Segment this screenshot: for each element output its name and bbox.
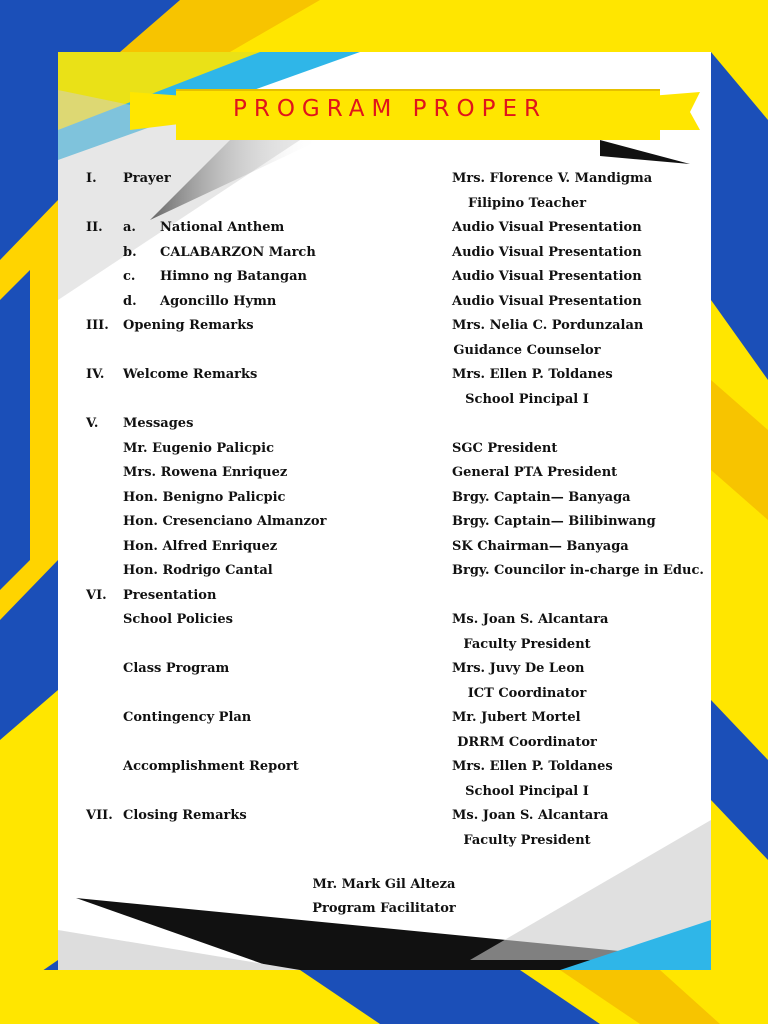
item-presenter: Audio Visual Presentation xyxy=(452,269,642,284)
item-presenter: Brgy. Councilor in-charge in Educ. xyxy=(452,563,704,578)
item-presenter: Audio Visual Presentation xyxy=(452,244,642,260)
item-presenter-role: School Pincipal I xyxy=(465,783,589,799)
item-presenter: Mrs. Nelia C. Pordunzalan xyxy=(452,318,644,333)
item-number: II. xyxy=(86,220,103,235)
item-label: Hon. Cresenciano Almanzor xyxy=(123,514,327,529)
item-label: Class Program xyxy=(123,661,230,676)
item-presenter: Mrs. Ellen P. Toldanes xyxy=(452,759,613,774)
item-sub-letter: b. xyxy=(123,244,137,260)
item-presenter: SGC President xyxy=(452,440,558,456)
item-sub-letter: a. xyxy=(123,220,136,235)
item-label: CALABARZON March xyxy=(160,244,316,260)
item-presenter-role: Guidance Counselor xyxy=(453,342,601,358)
item-label: School Policies xyxy=(123,612,233,627)
item-presenter: Mrs. Ellen P. Toldanes xyxy=(452,367,613,382)
item-presenter: Brgy. Captain— Banyaga xyxy=(452,489,631,505)
item-number: V. xyxy=(86,416,99,431)
item-label: Hon. Alfred Enriquez xyxy=(123,538,278,554)
item-label: Himno ng Batangan xyxy=(160,269,307,284)
item-label: National Anthem xyxy=(160,220,285,235)
facilitator-role: Program Facilitator xyxy=(312,901,456,916)
item-label: Opening Remarks xyxy=(123,318,254,333)
item-label: Mr. Eugenio Palicpic xyxy=(123,440,274,456)
item-number: VII. xyxy=(86,808,113,823)
item-label: Closing Remarks xyxy=(123,808,247,823)
item-sub-letter: d. xyxy=(123,293,137,309)
item-presenter-role: Filipino Teacher xyxy=(467,195,587,211)
item-number: III. xyxy=(86,318,109,333)
item-label: Messages xyxy=(123,416,194,431)
facilitator-name: Mr. Mark Gil Alteza xyxy=(312,877,456,892)
item-presenter-role: DRRM Coordinator xyxy=(457,734,597,750)
item-presenter: Mr. Jubert Mortel xyxy=(452,710,581,725)
item-label: Prayer xyxy=(123,171,171,186)
item-presenter-role: Faculty President xyxy=(463,636,591,652)
item-number: VI. xyxy=(86,587,107,603)
item-presenter: Mrs. Juvy De Leon xyxy=(452,661,585,676)
page-title: PROGRAM PROPER xyxy=(232,96,548,122)
item-presenter: Ms. Joan S. Alcantara xyxy=(452,612,609,627)
item-label: Mrs. Rowena Enriquez xyxy=(123,465,288,480)
item-number: IV. xyxy=(86,367,105,382)
item-label: Contingency Plan xyxy=(123,710,252,725)
item-presenter: Ms. Joan S. Alcantara xyxy=(452,808,609,823)
item-presenter: Mrs. Florence V. Mandigma xyxy=(452,171,653,186)
item-presenter-role: Faculty President xyxy=(463,832,591,848)
item-label: Welcome Remarks xyxy=(123,367,258,382)
item-presenter: Brgy. Captain— Bilibinwang xyxy=(452,514,656,529)
item-sub-letter: c. xyxy=(123,269,136,284)
item-presenter-role: ICT Coordinator xyxy=(467,685,587,701)
item-presenter-role: School Pincipal I xyxy=(465,391,589,407)
item-label: Agoncillo Hymn xyxy=(160,293,277,309)
item-number: I. xyxy=(86,171,97,186)
item-label: Presentation xyxy=(123,587,217,603)
item-presenter: Audio Visual Presentation xyxy=(452,293,642,309)
item-label: Hon. Rodrigo Cantal xyxy=(123,563,273,578)
item-label: Hon. Benigno Palicpic xyxy=(123,489,286,505)
item-presenter: SK Chairman— Banyaga xyxy=(452,538,629,554)
item-presenter: Audio Visual Presentation xyxy=(452,220,642,235)
item-presenter: General PTA President xyxy=(452,465,618,480)
item-label: Accomplishment Report xyxy=(123,759,299,774)
